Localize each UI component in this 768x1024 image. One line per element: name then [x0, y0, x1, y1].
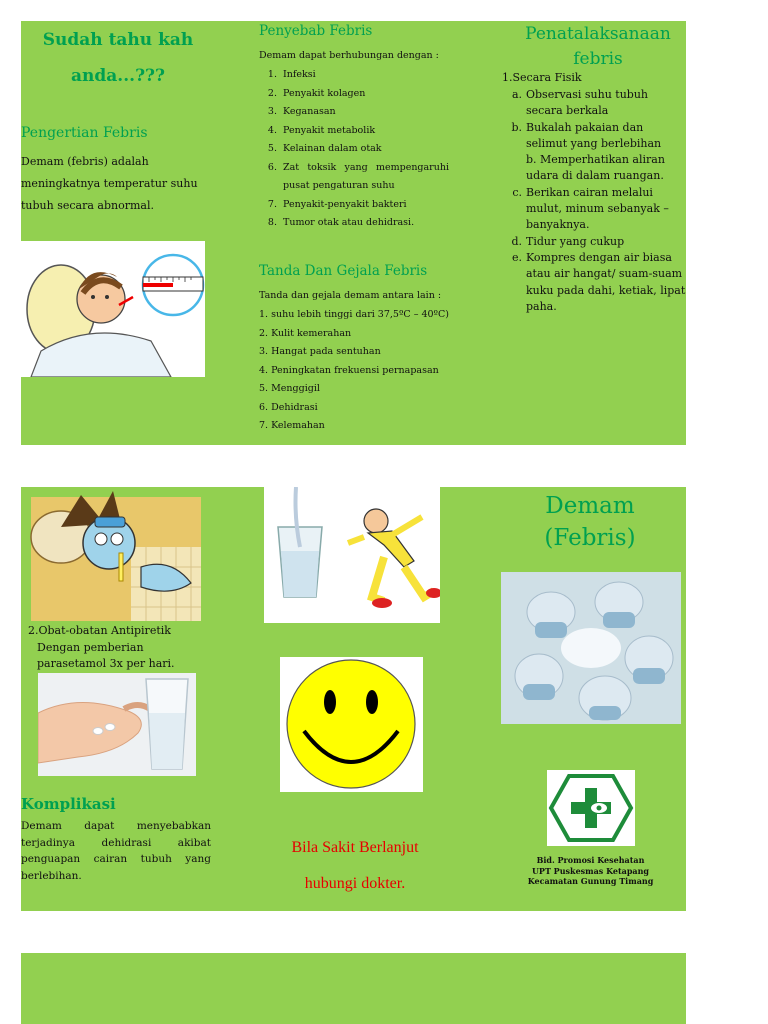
- symptom-item: 5. Menggigil: [259, 383, 320, 394]
- management-item-text: b. Memperhatikan aliran udara di dalam ruangan.: [526, 153, 665, 183]
- water-glass-running-man-illustration: [264, 487, 440, 623]
- footer-line1: Bid. Promosi Kesehatan: [536, 855, 645, 865]
- management-item-text: Observasi suhu tubuh secara berkala: [526, 88, 649, 118]
- definition-heading: Pengertian Febris: [21, 125, 148, 141]
- cover-title-line2: (Febris): [544, 525, 636, 551]
- brochure-panel-next-page: [21, 953, 686, 1024]
- footer-line2: UPT Puskesmas Ketapang: [531, 865, 650, 876]
- cover-title-line1: Demam: [545, 493, 635, 519]
- health-ministry-logo: [547, 770, 635, 846]
- management-item-letter: b.: [511, 120, 522, 134]
- cause-item-number: 6.: [267, 161, 277, 173]
- organization-footer: [518, 855, 663, 887]
- cause-item: [259, 214, 449, 233]
- cause-item-text: Zat toksik yang mempengaruhi pusat pengaturan suhu: [283, 161, 449, 191]
- management-item-text: Kompres dengan air biasa atau air hangat/ suam-suam kuku pada dahi, ketiak, lipat paha.: [526, 250, 686, 313]
- cause-item-text: Infeksi: [283, 69, 316, 80]
- symptom-item: 6. Dehidrasi: [259, 401, 318, 413]
- cause-item: [259, 122, 449, 141]
- cause-item: [259, 159, 449, 196]
- complications-heading: Komplikasi: [21, 795, 116, 813]
- smiley-face-icon: [280, 657, 423, 792]
- management-item-letter: a.: [511, 88, 522, 101]
- causes-list: [259, 66, 449, 233]
- management-item: [502, 120, 686, 153]
- management-heading: [508, 22, 688, 72]
- cause-item: [259, 103, 449, 122]
- cause-item-text: Penyakit kolagen: [283, 87, 366, 99]
- management-item-text: Berikan cairan melalui mulut, minum sebanyak – banyaknya.: [526, 185, 669, 232]
- cause-item-number: 5.: [267, 143, 277, 154]
- management-item-letter: d.: [511, 234, 522, 248]
- cause-item-text: Tumor otak atau dehidrasi.: [283, 217, 415, 228]
- cause-item-text: Kelainan dalam otak: [283, 143, 382, 154]
- management-item: [502, 185, 686, 234]
- cause-item-number: 1.: [267, 69, 277, 80]
- cause-item-number: 8.: [267, 217, 277, 228]
- antipyretic-heading: 2.Obat-obatan Antipiretik: [28, 624, 171, 637]
- symptoms-list: [259, 306, 469, 436]
- management-heading-line1: Penatalaksanaan: [525, 24, 671, 44]
- complications-text: Demam dapat menyebabkan terjadinya dehidrasi akibat penguapan cairan tubuh yang berlebihan.: [21, 820, 211, 882]
- sick-person-thermometer-illustration: [21, 241, 205, 377]
- symptoms-heading: Tanda Dan Gejala Febris: [259, 263, 428, 279]
- symptom-item: 7. Kelemahan: [259, 420, 325, 431]
- cause-item: [259, 140, 449, 159]
- cover-title: [500, 490, 680, 554]
- pills-in-hand-photo: [38, 673, 196, 776]
- management-item-text: Tidur yang cukup: [526, 234, 625, 248]
- intro-heading-line1: Sudah tahu kah: [42, 30, 194, 50]
- management-item: [502, 152, 686, 185]
- management-item: [502, 234, 686, 250]
- symptom-item: 3. Hangat pada sentuhan: [259, 346, 381, 357]
- management-item: [502, 250, 686, 315]
- management-item: [502, 87, 686, 120]
- management-section-physical: 1.Secara Fisik: [502, 71, 582, 84]
- cause-item: [259, 85, 449, 104]
- intro-heading: [28, 22, 208, 94]
- cause-item-number: 2.: [267, 87, 277, 99]
- footer-line3: Kecamatan Gunung Timang: [527, 876, 654, 886]
- management-item-letter: c.: [512, 185, 522, 199]
- definition-text: Demam (febris) adalah meningkatnya temperatur suhu tubuh secara abnormal.: [21, 155, 198, 212]
- causes-heading: Penyebab Febris: [259, 23, 373, 39]
- cause-item: [259, 66, 449, 85]
- management-item-letter: e.: [511, 250, 522, 264]
- surgeons-photo: [501, 572, 681, 724]
- antipyretic-text: Dengan pemberian parasetamol 3x per hari.: [37, 641, 175, 670]
- cause-item: [259, 196, 449, 215]
- advice-line1: Bila Sakit Berlanjut: [291, 839, 419, 856]
- management-item-text: Bukalah pakaian dan selimut yang berlebihan: [526, 120, 662, 150]
- causes-intro: Demam dapat berhubungan dengan :: [259, 50, 439, 61]
- advice-line2: hubungi dokter.: [304, 875, 406, 892]
- cause-item-number: 3.: [267, 106, 277, 117]
- symptom-item: 1. suhu lebih tinggi dari 37,5ºC – 40ºC): [259, 309, 449, 320]
- management-list: [502, 87, 686, 315]
- cause-item-number: 4.: [267, 124, 277, 136]
- intro-heading-line2: anda...???: [71, 66, 165, 86]
- symptom-item: 2. Kulit kemerahan: [259, 327, 352, 339]
- symptoms-intro: Tanda dan gejala demam antara lain :: [259, 290, 442, 301]
- cause-item-text: Penyakit-penyakit bakteri: [283, 198, 407, 210]
- management-item-letter: [502, 152, 526, 185]
- sick-man-cartoon-illustration: [21, 487, 201, 621]
- cause-item-number: 7.: [267, 198, 277, 210]
- symptom-item: 4. Peningkatan frekuensi pernapasan: [259, 364, 439, 376]
- management-heading-line2: febris: [573, 49, 623, 69]
- advice-text: [250, 830, 460, 902]
- cause-item-text: Keganasan: [283, 106, 336, 117]
- cause-item-text: Penyakit metabolik: [283, 124, 376, 136]
